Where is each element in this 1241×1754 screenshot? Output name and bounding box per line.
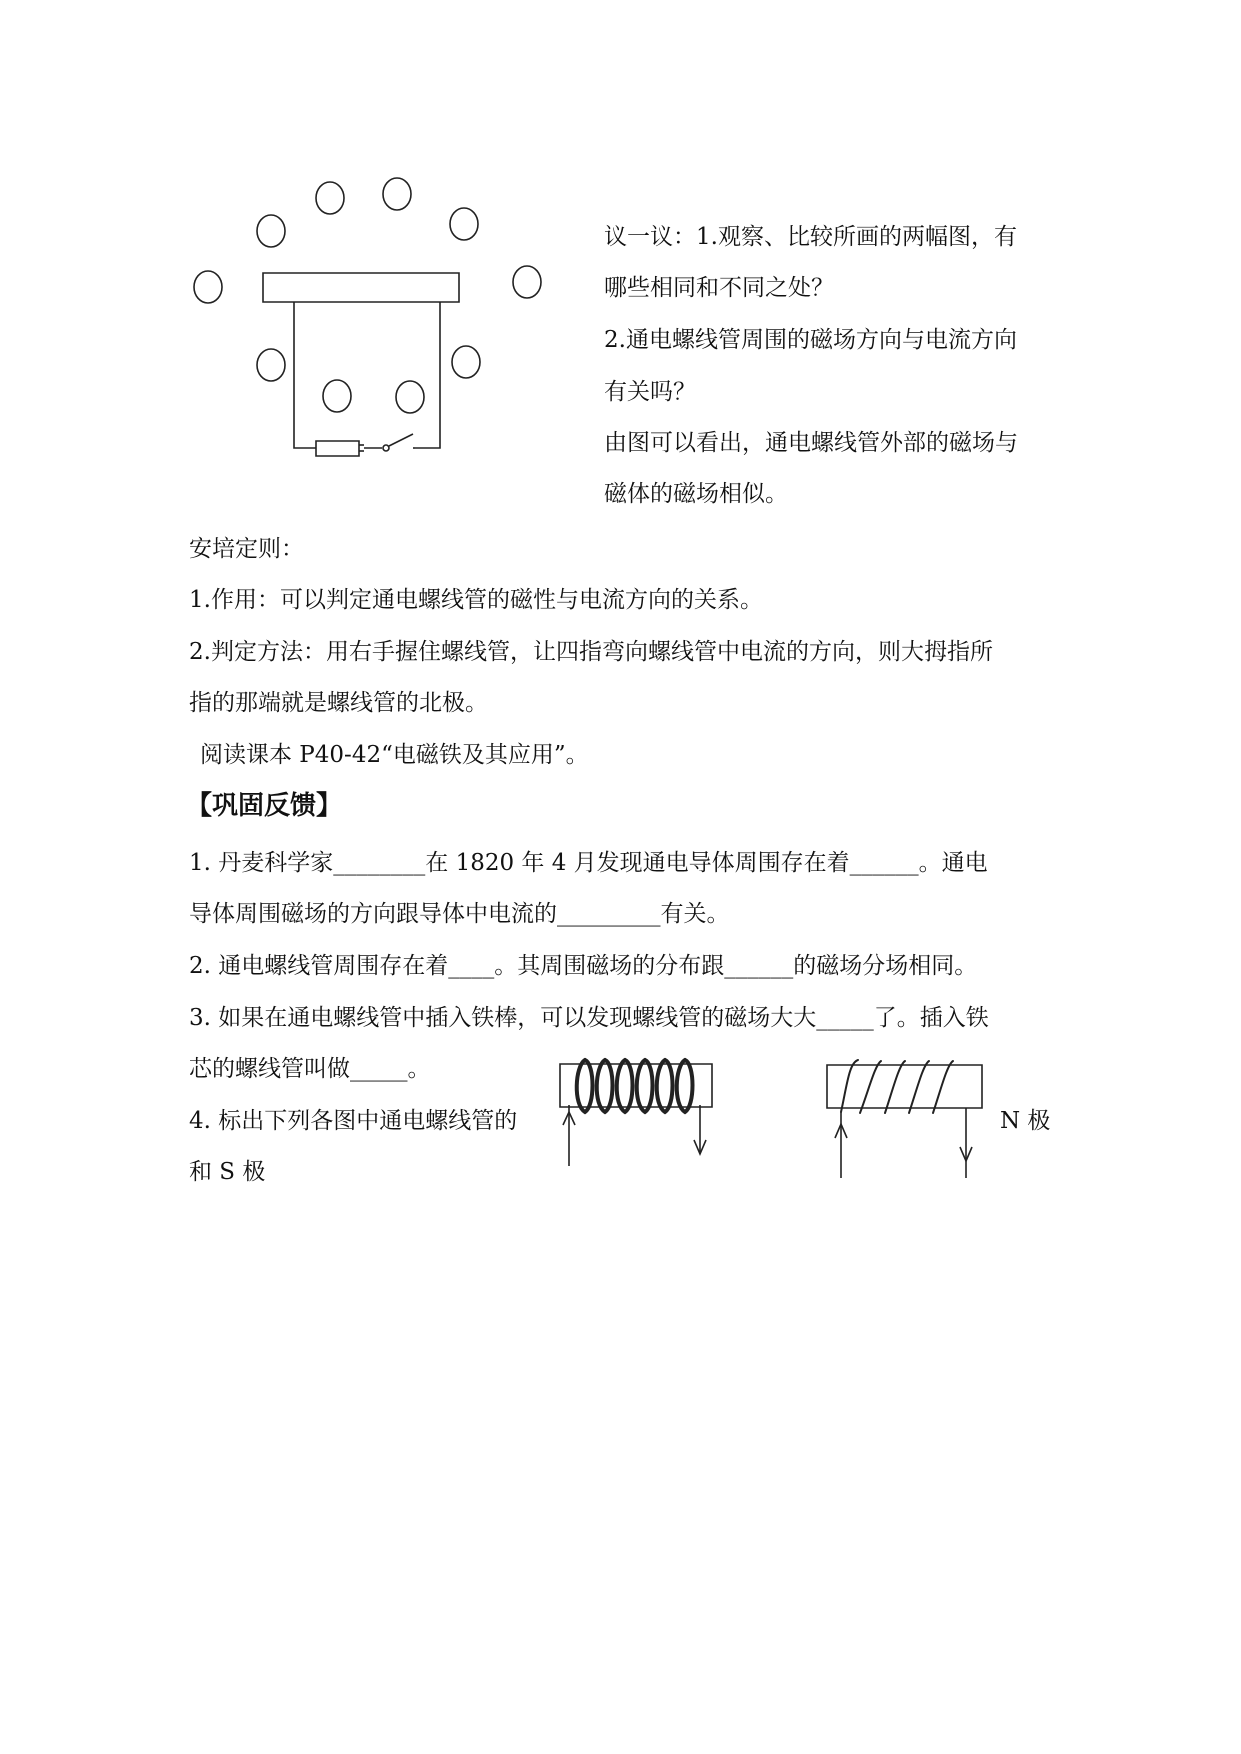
ampere-rule-method-1: 2.判定方法：用右手握住螺线管，让四指弯向螺线管中电流的方向，则大拇指所 — [189, 639, 993, 665]
question-3-line-2: 芯的螺线管叫做_____。 — [189, 1056, 431, 1082]
compass-circle — [513, 266, 541, 298]
discussion-line-2: 哪些相同和不同之处？ — [604, 275, 834, 301]
battery — [316, 441, 359, 456]
compass-circle — [316, 182, 344, 214]
circuit-wire-left — [294, 302, 316, 448]
compass-circle — [396, 381, 424, 413]
coil-windings — [841, 1060, 953, 1113]
discussion-line-6: 磁体的磁场相似。 — [604, 481, 788, 507]
compass-circle — [194, 271, 222, 303]
circuit-wire-right — [415, 302, 440, 448]
discussion-line-1: 议一议：1.观察、比较所画的两幅图，有 — [604, 224, 1017, 250]
compass-circle — [257, 349, 285, 381]
question-1-line-1: 1. 丹麦科学家________在 1820 年 4 月发现通电导体周围存在着______。通电 — [189, 850, 988, 876]
ampere-rule-usage: 1.作用：可以判定通电螺线管的磁性与电流方向的关系。 — [189, 587, 763, 613]
solenoid-diagram-2 — [825, 1055, 995, 1185]
solenoid-diagram-1 — [555, 1050, 725, 1180]
compass-circle — [383, 178, 411, 210]
switch-lever — [389, 434, 413, 446]
question-4-line-1: 4. 标出下列各图中通电螺线管的 — [189, 1108, 518, 1134]
compass-circle — [257, 215, 285, 247]
compass-circle — [452, 346, 480, 378]
question-4-line-2: 和 S 极 — [189, 1159, 266, 1185]
discussion-line-4: 有关吗？ — [604, 379, 696, 405]
solenoid-body — [263, 273, 459, 302]
compass-circle — [450, 208, 478, 240]
switch-pivot — [383, 445, 389, 451]
compass-circle — [323, 380, 351, 412]
discussion-line-5: 由图可以看出，通电螺线管外部的磁场与 — [604, 430, 1018, 456]
solenoid-field-figure — [185, 170, 545, 470]
reading-assignment: 阅读课本 P40-42“电磁铁及其应用”。 — [200, 742, 589, 768]
ampere-rule-method-2: 指的那端就是螺线管的北极。 — [189, 690, 488, 716]
north-pole-label: N 极 — [1000, 1108, 1051, 1134]
discussion-line-3: 2.通电螺线管周围的磁场方向与电流方向 — [604, 327, 1017, 353]
ampere-rule-title: 安培定则： — [189, 536, 304, 562]
question-1-line-2: 导体周围磁场的方向跟导体中电流的_________有关。 — [189, 901, 730, 927]
question-2: 2. 通电螺线管周围存在着____。其周围磁场的分布跟______的磁场分场相同。 — [189, 953, 978, 979]
question-3-line-1: 3. 如果在通电螺线管中插入铁棒，可以发现螺线管的磁场大大_____了。插入铁 — [189, 1005, 989, 1031]
feedback-heading: 【巩固反馈】 — [186, 791, 343, 821]
coil-windings — [577, 1060, 693, 1112]
